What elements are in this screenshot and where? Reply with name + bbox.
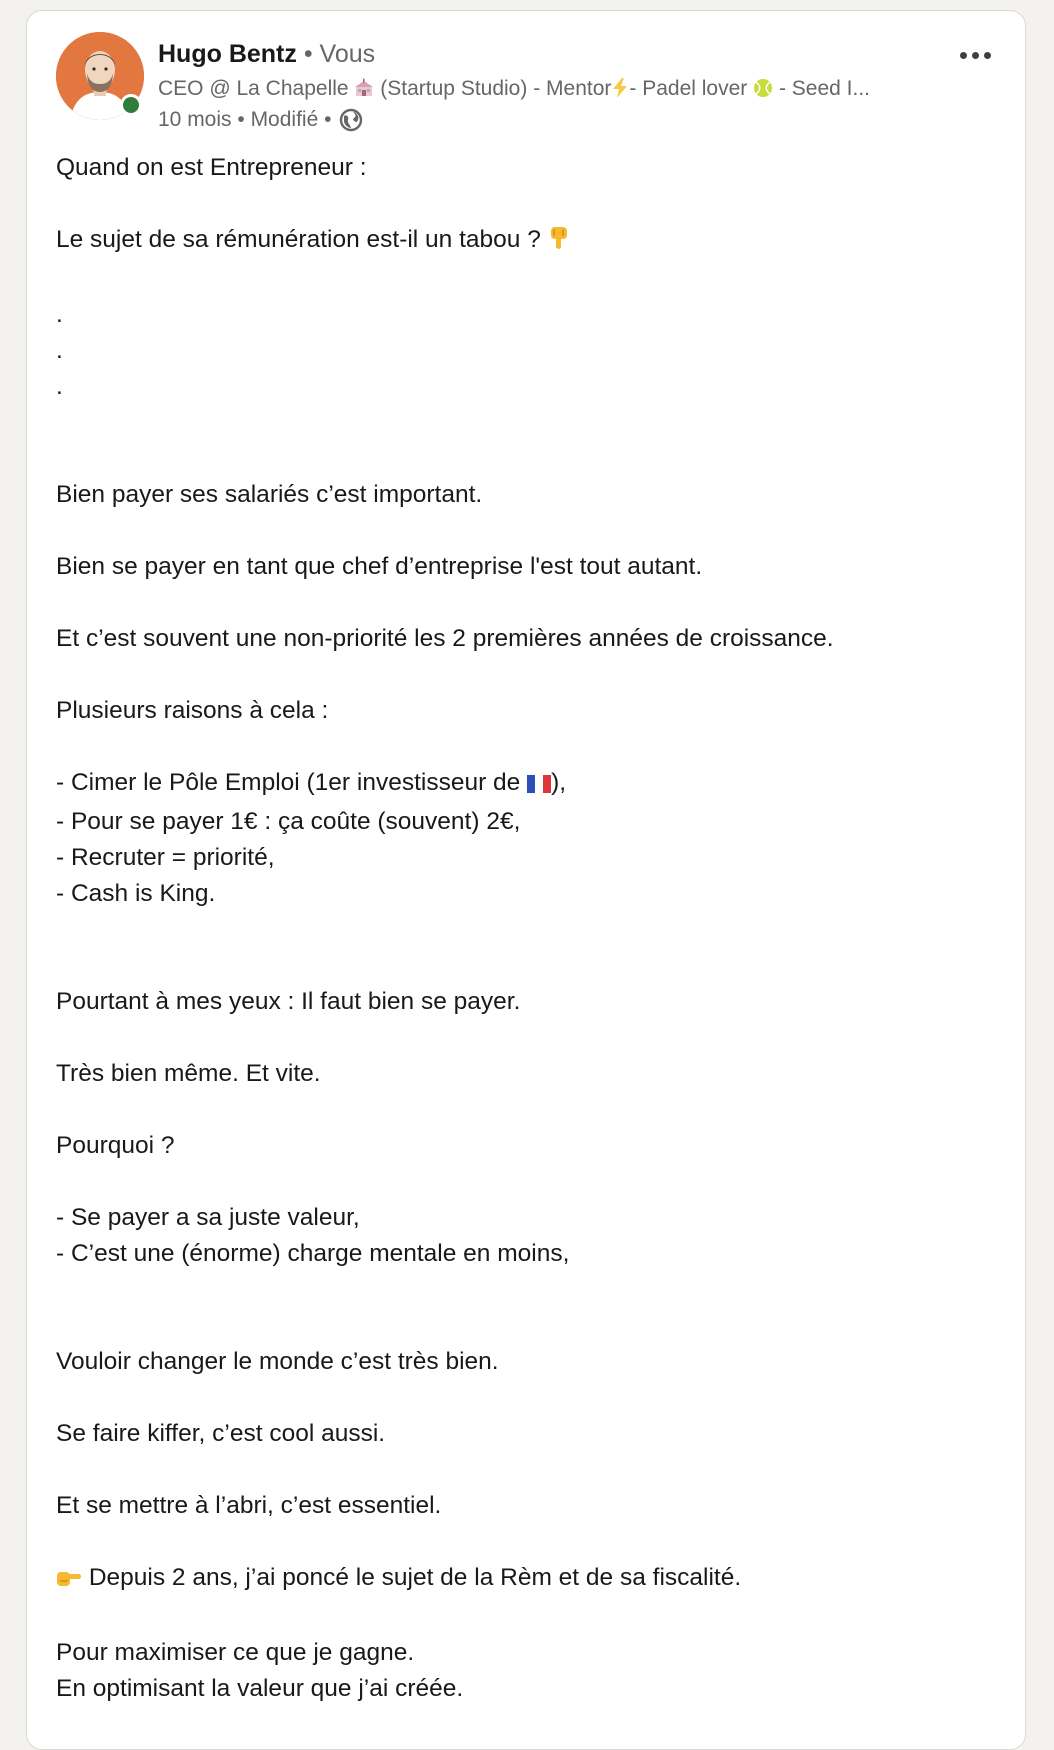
post-line: Pourtant à mes yeux : Il faut bien se payer. — [56, 988, 521, 1015]
post-line: - Cash is King. — [56, 880, 216, 907]
post-line: Vouloir changer le monde c’est très bien. — [56, 1348, 499, 1375]
post-line: Se faire kiffer, c’est cool aussi. — [56, 1420, 386, 1447]
connection-degree: Vous — [319, 40, 376, 68]
school-building-icon — [354, 77, 374, 107]
post-line: Pourquoi ? — [56, 1132, 175, 1159]
post-line: - Se payer a sa juste valeur, — [56, 1204, 360, 1231]
headline-text-1: CEO @ La Chapelle — [158, 77, 349, 100]
more-options-icon[interactable] — [951, 37, 999, 73]
author-name[interactable]: Hugo Bentz — [158, 40, 297, 68]
post-line: En optimisant la valeur que j’ai créée. — [56, 1675, 464, 1702]
headline-text-4: - Seed I... — [778, 77, 870, 100]
pointing-right-hand-icon — [56, 1563, 82, 1599]
post-line: Et se mettre à l’abri, c’est essentiel. — [56, 1492, 442, 1519]
post-line: Et c’est souvent une non-priorité les 2 premières années de croissance. — [56, 625, 834, 652]
tennis-ball-icon — [753, 77, 773, 107]
dot-line: . — [56, 373, 63, 400]
headline-text-3: - Padel lover — [629, 77, 748, 100]
post-line: Le sujet de sa rémunération est-il un tabou ? — [56, 222, 996, 261]
france-flag-icon — [527, 768, 551, 804]
post-line: Plusieurs raisons à cela : — [56, 697, 329, 724]
dot-line: . — [56, 301, 63, 328]
post-line: Bien se payer en tant que chef d’entreprise l'est tout autant. — [56, 553, 703, 580]
post-line: - Cimer le Pôle Emploi (1er investisseur de ), — [56, 765, 996, 804]
post-card — [26, 10, 1026, 1750]
pointing-down-hand-icon — [548, 225, 570, 261]
post-line: - Pour se payer 1€ : ça coûte (souvent) 2€, — [56, 808, 521, 835]
edited-label: Modifié — [250, 108, 319, 131]
post-line: Depuis 2 ans, j’ai poncé le sujet de la Rèm et de sa fiscalité. — [56, 1560, 996, 1599]
post-line: - C’est une (énorme) charge mentale en moins, — [56, 1240, 570, 1267]
author-line — [158, 36, 375, 72]
post-body — [56, 150, 996, 1707]
post-line: Bien payer ses salariés c’est important. — [56, 481, 483, 508]
post-line: - Recruter = priorité, — [56, 844, 275, 871]
online-status-dot — [120, 94, 142, 116]
post-line: Très bien même. Et vite. — [56, 1060, 321, 1087]
time-ago[interactable]: 10 mois — [158, 108, 232, 131]
globe-icon — [339, 108, 363, 132]
post-line: Quand on est Entrepreneur : — [56, 154, 367, 181]
post-meta: 10 mois • Modifié • — [158, 105, 363, 135]
dot-line: . — [56, 337, 63, 364]
headline-text-2: (Startup Studio) - Mentor — [380, 77, 612, 100]
lightning-icon — [611, 77, 629, 107]
post-line: Pour maximiser ce que je gagne. — [56, 1639, 415, 1666]
separator: • — [303, 40, 313, 68]
author-headline — [158, 74, 870, 107]
